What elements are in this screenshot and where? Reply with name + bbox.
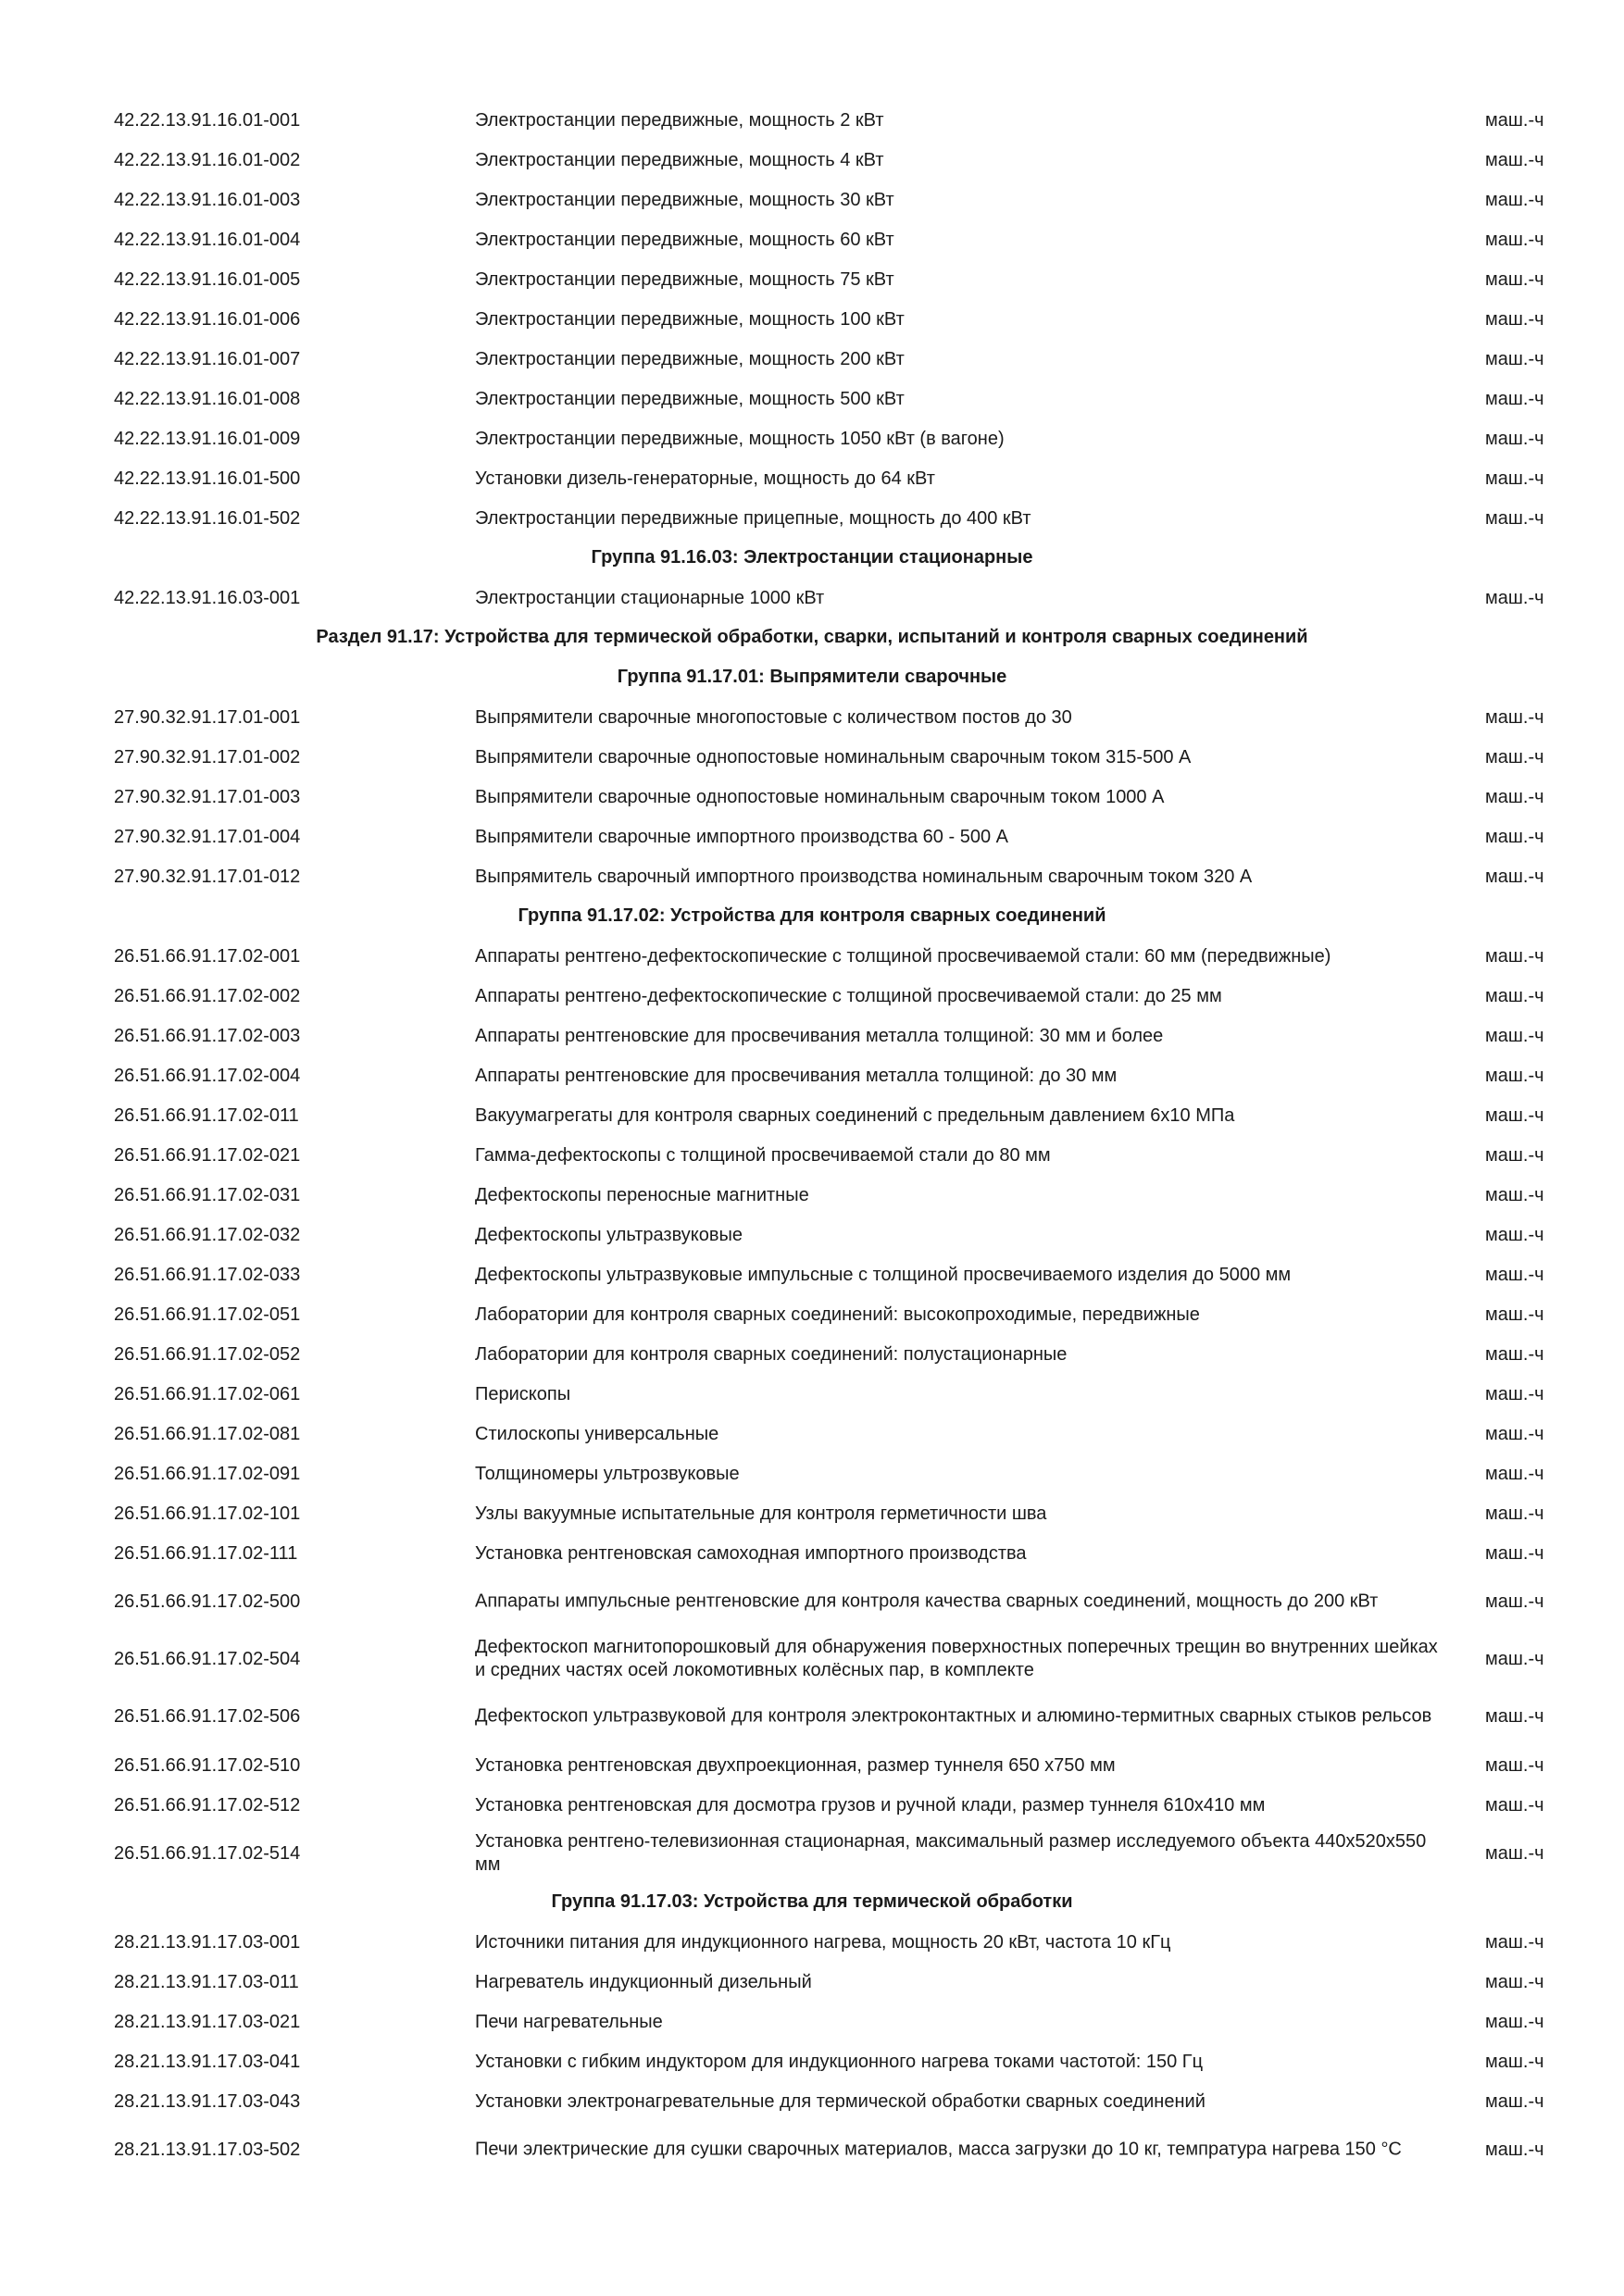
resource-unit: маш.-ч [1485, 1224, 1544, 1245]
resource-unit: маш.-ч [1485, 348, 1544, 369]
table-row [0, 1095, 1624, 1135]
table-row [0, 777, 1624, 817]
resource-unit: маш.-ч [1485, 2051, 1544, 2072]
table-row [0, 339, 1624, 379]
resource-unit: маш.-ч [1485, 428, 1544, 449]
resource-name: Аппараты рентгеновские для просвечивания металла толщиной: до 30 мм [475, 1065, 1118, 1086]
resource-unit: маш.-ч [1485, 1184, 1544, 1205]
resource-name: Установки с гибким индуктором для индукционного нагрева токами частотой: 150 Гц [475, 2051, 1204, 2072]
table-row [0, 1825, 1624, 1882]
resource-name: Установка рентгеновская двухпроекционная, размер туннеля 650 х750 мм [475, 1754, 1116, 1776]
resource-name: Вакуумагрегаты для контроля сварных соединений с предельным давлением 6х10 МПа [475, 1104, 1235, 1126]
resource-unit: маш.-ч [1485, 587, 1544, 608]
resource-code: 26.51.66.91.17.02-052 [114, 1343, 301, 1365]
resource-code: 27.90.32.91.17.01-002 [114, 746, 301, 767]
resource-name: Выпрямители сварочные импортного производства 60 - 500 А [475, 826, 1008, 847]
resource-code: 26.51.66.91.17.02-021 [114, 1144, 301, 1166]
resource-unit: маш.-ч [1485, 2011, 1544, 2032]
table-row [0, 936, 1624, 976]
resource-code: 28.21.13.91.17.03-011 [114, 1971, 299, 1992]
table-row [0, 1055, 1624, 1095]
resource-name: Электростанции передвижные прицепные, мощность до 400 кВт [475, 507, 1031, 529]
resource-name: Аппараты рентгено-дефектоскопические с толщиной просвечиваемой стали: до 25 мм [475, 985, 1222, 1006]
resource-code: 26.51.66.91.17.02-500 [114, 1591, 301, 1612]
resource-unit: маш.-ч [1485, 1591, 1544, 1612]
table-row [0, 1135, 1624, 1175]
table-row [0, 1414, 1624, 1454]
resource-unit: маш.-ч [1485, 1931, 1544, 1953]
resource-code: 28.21.13.91.17.03-041 [114, 2051, 301, 2072]
resource-table [0, 100, 1624, 2178]
resource-name: Электростанции передвижные, мощность 30 кВт [475, 189, 894, 210]
resource-name: Гамма-дефектоскопы с толщиной просвечиваемой стали до 80 мм [475, 1144, 1051, 1166]
resource-unit: маш.-ч [1485, 1971, 1544, 1992]
resource-code: 27.90.32.91.17.01-004 [114, 826, 301, 847]
resource-code: 26.51.66.91.17.02-111 [114, 1542, 298, 1564]
resource-name: Установки электронагревательные для термической обработки сварных соединений [475, 2090, 1206, 2112]
resource-code: 42.22.13.91.16.01-005 [114, 268, 301, 290]
resource-unit: маш.-ч [1485, 786, 1544, 807]
table-row [0, 140, 1624, 180]
resource-name: Электростанции передвижные, мощность 1050 кВт (в вагоне) [475, 428, 1005, 449]
table-row [0, 1493, 1624, 1533]
resource-name: Установка рентгено-телевизионная стационарная, максимальный размер исследуемого объекта 440х520х550 мм [475, 1831, 1427, 1875]
resource-unit: маш.-ч [1485, 1025, 1544, 1046]
resource-unit: маш.-ч [1485, 1843, 1544, 1864]
resource-code: 26.51.66.91.17.02-003 [114, 1025, 301, 1046]
resource-name: Установки дизель-генераторные, мощность до 64 кВт [475, 468, 935, 489]
table-row [0, 1573, 1624, 1630]
resource-name: Толщиномеры ультрозвуковые [475, 1463, 740, 1484]
resource-code: 26.51.66.91.17.02-091 [114, 1463, 301, 1484]
resource-code: 26.51.66.91.17.02-101 [114, 1503, 301, 1524]
resource-name: Аппараты рентгено-дефектоскопические с толщиной просвечиваемой стали: 60 мм (передвижные) [475, 945, 1331, 967]
resource-code: 26.51.66.91.17.02-033 [114, 1264, 301, 1285]
resource-unit: маш.-ч [1485, 985, 1544, 1006]
table-row [0, 2121, 1624, 2178]
resource-name: Установка рентгеновская для досмотра грузов и ручной клади, размер туннеля 610х410 мм [475, 1794, 1266, 1816]
resource-code: 27.90.32.91.17.01-012 [114, 866, 301, 887]
resource-code: 27.90.32.91.17.01-001 [114, 706, 301, 728]
table-row [0, 1745, 1624, 1785]
resource-name: Установка рентгеновская самоходная импортного производства [475, 1542, 1027, 1564]
resource-unit: маш.-ч [1485, 2090, 1544, 2112]
resource-name: Стилоскопы универсальные [475, 1423, 719, 1444]
table-row [0, 1962, 1624, 2002]
resource-unit: маш.-ч [1485, 1264, 1544, 1285]
resource-name: Дефектоскоп магнитопорошковый для обнаружения поверхностных поперечных трещин во внутренних шейках и средних частях осей локомотивных колёсных пар, в комплекте [475, 1637, 1438, 1680]
table-row [0, 498, 1624, 538]
table-row [0, 1334, 1624, 1374]
resource-unit: маш.-ч [1485, 1754, 1544, 1776]
table-row [0, 2002, 1624, 2041]
resource-unit: маш.-ч [1485, 1794, 1544, 1816]
table-row [0, 100, 1624, 140]
group-heading: Группа 91.17.01: Выпрямители сварочные [617, 667, 1007, 687]
resource-name: Электростанции передвижные, мощность 500 кВт [475, 388, 905, 409]
resource-name: Выпрямители сварочные однопостовые номинальным сварочным током 1000 А [475, 786, 1165, 807]
resource-unit: маш.-ч [1485, 1065, 1544, 1086]
resource-code: 26.51.66.91.17.02-051 [114, 1304, 301, 1325]
resource-code: 42.22.13.91.16.01-006 [114, 308, 301, 330]
resource-code: 42.22.13.91.16.01-502 [114, 507, 301, 529]
resource-name: Электростанции передвижные, мощность 4 кВт [475, 149, 884, 170]
resource-code: 28.21.13.91.17.03-043 [114, 2090, 301, 2112]
resource-name: Электростанции передвижные, мощность 2 кВт [475, 109, 884, 131]
table-row [0, 418, 1624, 458]
resource-unit: маш.-ч [1485, 866, 1544, 887]
table-row [0, 379, 1624, 418]
resource-code: 26.51.66.91.17.02-512 [114, 1794, 301, 1816]
resource-code: 28.21.13.91.17.03-001 [114, 1931, 301, 1953]
resource-code: 42.22.13.91.16.01-500 [114, 468, 301, 489]
resource-unit: маш.-ч [1485, 149, 1544, 170]
resource-name: Дефектоскоп ультразвуковой для контроля электроконтактных и алюмино-термитных сварных стыков рельсов [475, 1705, 1432, 1727]
resource-name: Дефектоскопы ультразвуковые импульсные с толщиной просвечиваемого изделия до 5000 мм [475, 1264, 1292, 1285]
table-row [0, 1016, 1624, 1055]
table-row [0, 2041, 1624, 2081]
resource-name: Дефектоскопы переносные магнитные [475, 1184, 809, 1205]
resource-name: Выпрямитель сварочный импортного производства номинальным сварочным током 320 А [475, 866, 1253, 887]
resource-unit: маш.-ч [1485, 1304, 1544, 1325]
resource-unit: маш.-ч [1485, 468, 1544, 489]
table-row [0, 1254, 1624, 1294]
resource-code: 26.51.66.91.17.02-004 [114, 1065, 301, 1086]
table-row [0, 697, 1624, 737]
resource-unit: маш.-ч [1485, 308, 1544, 330]
table-row [0, 1785, 1624, 1825]
resource-unit: маш.-ч [1485, 1542, 1544, 1564]
resource-code: 26.51.66.91.17.02-510 [114, 1754, 301, 1776]
resource-code: 42.22.13.91.16.01-008 [114, 388, 301, 409]
resource-code: 26.51.66.91.17.02-031 [114, 1184, 301, 1205]
resource-code: 42.22.13.91.16.01-001 [114, 109, 301, 131]
resource-unit: маш.-ч [1485, 1104, 1544, 1126]
table-row [0, 856, 1624, 896]
resource-unit: маш.-ч [1485, 2140, 1544, 2160]
table-row [0, 180, 1624, 219]
resource-unit: маш.-ч [1485, 109, 1544, 131]
resource-unit: маш.-ч [1485, 189, 1544, 210]
resource-unit: маш.-ч [1485, 229, 1544, 250]
resource-unit: маш.-ч [1485, 388, 1544, 409]
group-heading: Раздел 91.17: Устройства для термической обработки, сварки, испытаний и контроля сварных соединений [316, 627, 1308, 647]
table-row [0, 458, 1624, 498]
table-row [0, 1374, 1624, 1414]
table-row [0, 1533, 1624, 1573]
resource-unit: маш.-ч [1485, 826, 1544, 847]
resource-code: 28.21.13.91.17.03-021 [114, 2011, 301, 2032]
resource-code: 26.51.66.91.17.02-011 [114, 1104, 299, 1126]
resource-code: 42.22.13.91.16.01-003 [114, 189, 301, 210]
resource-code: 26.51.66.91.17.02-081 [114, 1423, 301, 1444]
group-heading: Группа 91.17.03: Устройства для термической обработки [551, 1891, 1073, 1912]
table-row [0, 1215, 1624, 1254]
table-row [0, 817, 1624, 856]
resource-code: 42.22.13.91.16.01-004 [114, 229, 301, 250]
resource-name: Выпрямители сварочные многопостовые с количеством постов до 30 [475, 706, 1072, 728]
table-row [0, 1175, 1624, 1215]
table-row [0, 1454, 1624, 1493]
resource-name: Узлы вакуумные испытательные для контроля герметичности шва [475, 1503, 1047, 1524]
resource-name: Электростанции передвижные, мощность 60 кВт [475, 229, 894, 250]
resource-unit: маш.-ч [1485, 1463, 1544, 1484]
resource-code: 26.51.66.91.17.02-061 [114, 1383, 301, 1404]
resource-unit: маш.-ч [1485, 1343, 1544, 1365]
resource-unit: маш.-ч [1485, 507, 1544, 529]
resource-unit: маш.-ч [1485, 945, 1544, 967]
table-row [0, 259, 1624, 299]
table-row [0, 2081, 1624, 2121]
table-row [0, 299, 1624, 339]
resource-name: Печи электрические для сушки сварочных материалов, масса загрузки до 10 кг, темпратура нагрева 150 °С [475, 2139, 1402, 2160]
resource-code: 42.22.13.91.16.01-002 [114, 149, 301, 170]
resource-name: Аппараты рентгеновские для просвечивания металла толщиной: 30 мм и более [475, 1025, 1164, 1046]
table-row [0, 1294, 1624, 1334]
resource-code: 42.22.13.91.16.03-001 [114, 587, 301, 608]
resource-code: 42.22.13.91.16.01-009 [114, 428, 301, 449]
resource-code: 26.51.66.91.17.02-002 [114, 985, 301, 1006]
resource-name: Электростанции передвижные, мощность 100 кВт [475, 308, 905, 330]
resource-name: Нагреватель индукционный дизельный [475, 1971, 812, 1992]
table-row [0, 1688, 1624, 1745]
resource-unit: маш.-ч [1485, 1503, 1544, 1524]
resource-name: Электростанции передвижные, мощность 200 кВт [475, 348, 905, 369]
resource-name: Перископы [475, 1383, 571, 1404]
table-row [0, 219, 1624, 259]
resource-name: Электростанции стационарные 1000 кВт [475, 587, 825, 608]
resource-name: Лаборатории для контроля сварных соединений: полустационарные [475, 1343, 1068, 1365]
resource-unit: маш.-ч [1485, 746, 1544, 767]
table-row [0, 578, 1624, 618]
table-row [0, 1922, 1624, 1962]
resource-unit: маш.-ч [1485, 706, 1544, 728]
resource-unit: маш.-ч [1485, 268, 1544, 290]
resource-code: 26.51.66.91.17.02-001 [114, 945, 301, 967]
group-heading: Группа 91.17.02: Устройства для контроля сварных соединений [518, 905, 1106, 926]
resource-code: 42.22.13.91.16.01-007 [114, 348, 301, 369]
table-row [0, 737, 1624, 777]
resource-name: Выпрямители сварочные однопостовые номинальным сварочным током 315-500 А [475, 746, 1192, 767]
resource-code: 26.51.66.91.17.02-514 [114, 1843, 301, 1864]
resource-code: 26.51.66.91.17.02-504 [114, 1649, 301, 1669]
resource-code: 27.90.32.91.17.01-003 [114, 786, 301, 807]
resource-code: 26.51.66.91.17.02-506 [114, 1706, 301, 1727]
resource-name: Аппараты импульсные рентгеновские для контроля качества сварных соединений, мощность до 200 кВт [475, 1591, 1379, 1612]
resource-unit: маш.-ч [1485, 1706, 1544, 1727]
resource-code: 28.21.13.91.17.03-502 [114, 2140, 301, 2160]
resource-unit: маш.-ч [1485, 1383, 1544, 1404]
resource-unit: маш.-ч [1485, 1423, 1544, 1444]
table-row [0, 976, 1624, 1016]
resource-unit: маш.-ч [1485, 1649, 1544, 1669]
resource-name: Печи нагревательные [475, 2011, 663, 2032]
resource-name: Электростанции передвижные, мощность 75 кВт [475, 268, 894, 290]
resource-name: Лаборатории для контроля сварных соединений: высокопроходимые, передвижные [475, 1304, 1200, 1325]
resource-name: Дефектоскопы ультразвуковые [475, 1224, 743, 1245]
table-row [0, 1630, 1624, 1688]
resource-code: 26.51.66.91.17.02-032 [114, 1224, 301, 1245]
resource-unit: маш.-ч [1485, 1144, 1544, 1166]
resource-name: Источники питания для индукционного нагрева, мощность 20 кВт, частота 10 кГц [475, 1931, 1171, 1953]
group-heading: Группа 91.16.03: Электростанции стационарные [591, 547, 1033, 568]
